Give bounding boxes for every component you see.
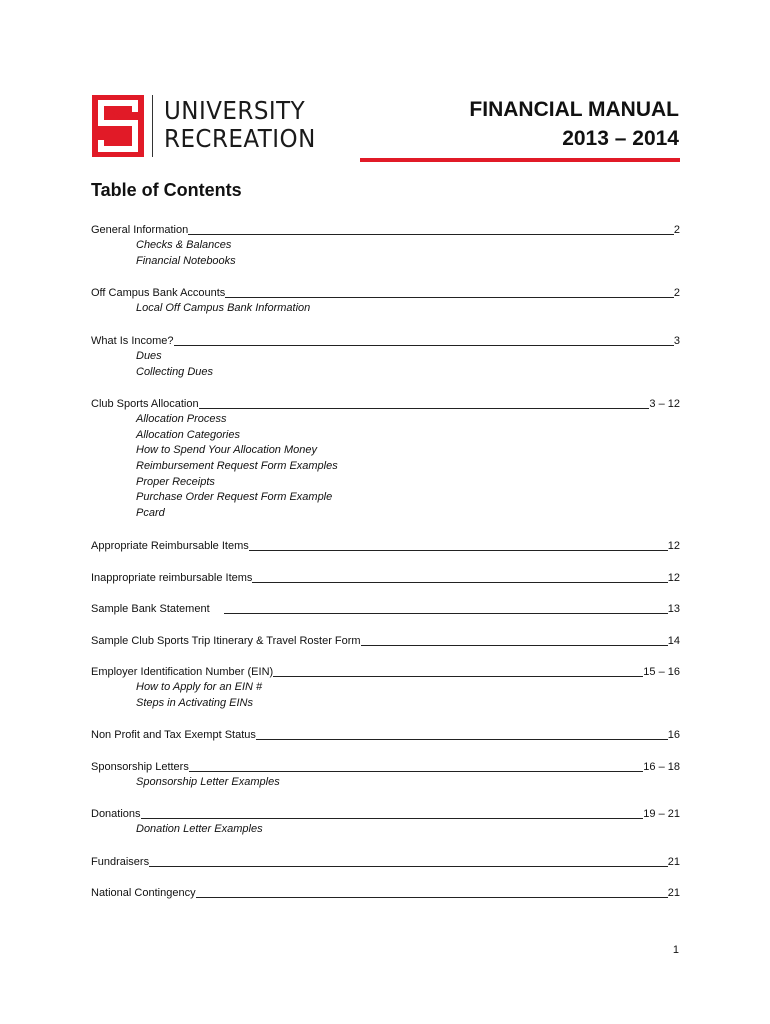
logo-line-1: UNIVERSITY [164,96,306,125]
toc-leader-line [196,896,668,898]
toc-leader-line [189,770,643,772]
toc-leader-line [174,344,674,346]
toc-entry-label: Non Profit and Tax Exempt Status [91,729,256,741]
toc-entry-label: Sponsorship Letters [91,761,189,773]
toc-entry-label: Employer Identification Number (EIN) [91,666,274,678]
toc-subentries [91,301,680,317]
toc-entry-page: 2 [673,287,680,299]
toc-entry-label: Appropriate Reimbursable Items [91,540,249,552]
toc-entry-line [91,570,680,586]
logo-divider [152,95,153,157]
toc-subentry: Allocation Categories [136,428,240,441]
toc-entry-label: Off Campus Bank Accounts [91,287,226,299]
toc-entry-page: 3 [673,335,680,347]
toc-entry-line [91,285,680,301]
toc-entry-label: What Is Income? [91,335,174,347]
toc-subentries [91,238,680,269]
toc-entry [91,759,680,791]
toc-entry-label: National Contingency [91,887,196,899]
toc-subentries [91,822,680,838]
toc-subentry: Pcard [136,507,165,520]
toc-entry [91,806,680,838]
toc-entry-line [91,854,680,870]
toc-leader-line [224,612,668,614]
toc-entry-page: 13 [667,603,680,615]
toc-subentry: Checks & Balances [136,239,232,251]
toc-heading: Table of Contents [91,180,242,200]
page-number: 1 [672,944,679,956]
toc-subentry: Dues [136,350,162,362]
toc-subentries [91,775,680,791]
toc-entry-line [91,601,680,617]
toc-leader-line [273,675,643,677]
toc-subentry: Proper Receipts [136,475,215,488]
toc-entry-page: 12 [667,572,680,584]
toc-subentry: Sponsorship Letter Examples [136,776,280,788]
toc-subentries [91,680,680,711]
toc-leader-line [256,738,668,740]
toc-entry-line [91,806,680,822]
toc-entry-line [91,727,680,743]
ncstate-logo-icon [92,95,144,157]
toc-subentries [91,412,680,522]
toc-subentry: Reimbursement Request Form Examples [136,460,338,473]
toc-leader-line [249,549,668,551]
toc-entry-page: 19 – 21 [643,808,680,820]
toc-subentry: Donation Letter Examples [136,823,263,835]
logo-line-2: RECREATION [164,124,316,153]
toc-leader-line [188,233,674,235]
toc-entry [91,727,680,743]
toc-entry [91,601,680,617]
toc-entry-page: 16 [667,729,680,741]
toc-entry-label: Fundraisers [91,856,150,868]
toc-entry-line [91,759,680,775]
toc-entry [91,570,680,586]
toc-entry-line [91,664,680,680]
toc-leader-line [141,817,644,819]
toc-entry-label: Inappropriate reimbursable Items [91,572,253,584]
toc-leader-line [361,644,668,646]
toc-subentry: Local Off Campus Bank Information [136,302,311,314]
document-title [469,95,679,153]
toc-entry-page: 12 [667,540,680,552]
toc-subentry: Collecting Dues [136,365,214,378]
toc-entry [91,538,680,554]
toc-entry-line [91,396,680,412]
toc-entry [91,333,680,380]
toc-entry-label: Club Sports Allocation [91,398,199,410]
toc-subentries [91,349,680,380]
toc-entry-line [91,538,680,554]
toc-entry-page: 21 [667,887,680,899]
toc-subentry: How to Spend Your Allocation Money [136,444,318,457]
toc-entry-page: 2 [673,224,680,236]
toc-entry-label: Sample Club Sports Trip Itinerary & Travel Roster Form [91,635,361,647]
toc-entry [91,396,680,522]
toc-entry-line [91,333,680,349]
toc-entry [91,885,680,901]
toc-subentry: Purchase Order Request Form Example [136,491,333,504]
toc-leader-line [199,407,650,409]
toc-entry [91,222,680,269]
toc-subentry: Financial Notebooks [136,254,236,267]
toc-entry-line [91,633,680,649]
toc-entry-label: Donations [91,808,141,820]
toc-entry-line [91,885,680,901]
toc-entry-label: Sample Bank Statement [91,603,210,615]
toc-entry-page: 14 [667,635,680,647]
toc-entry-page: 15 – 16 [643,666,680,678]
toc-entry [91,664,680,711]
toc-subentry: Allocation Process [136,413,227,425]
toc-entry-line [91,222,680,238]
toc-entry-page: 3 – 12 [649,398,680,410]
toc-leader-line [225,296,674,298]
toc-entry [91,854,680,870]
toc-entry [91,285,680,317]
logo-wordmark [164,97,316,153]
toc-leader-line [252,581,667,583]
title-line-2: 2013 – 2014 [562,127,679,150]
toc-entry-page: 16 – 18 [643,761,680,773]
toc-entry-label: General Information [91,224,189,236]
toc-subentry: Steps in Activating EINs [136,696,253,709]
toc-subentry: How to Apply for an EIN # [136,681,263,693]
title-underline [360,158,680,162]
toc-entry [91,633,680,649]
toc-entry-page: 21 [667,856,680,868]
toc-leader-line [149,865,668,867]
title-line-1: FINANCIAL MANUAL [469,98,679,121]
